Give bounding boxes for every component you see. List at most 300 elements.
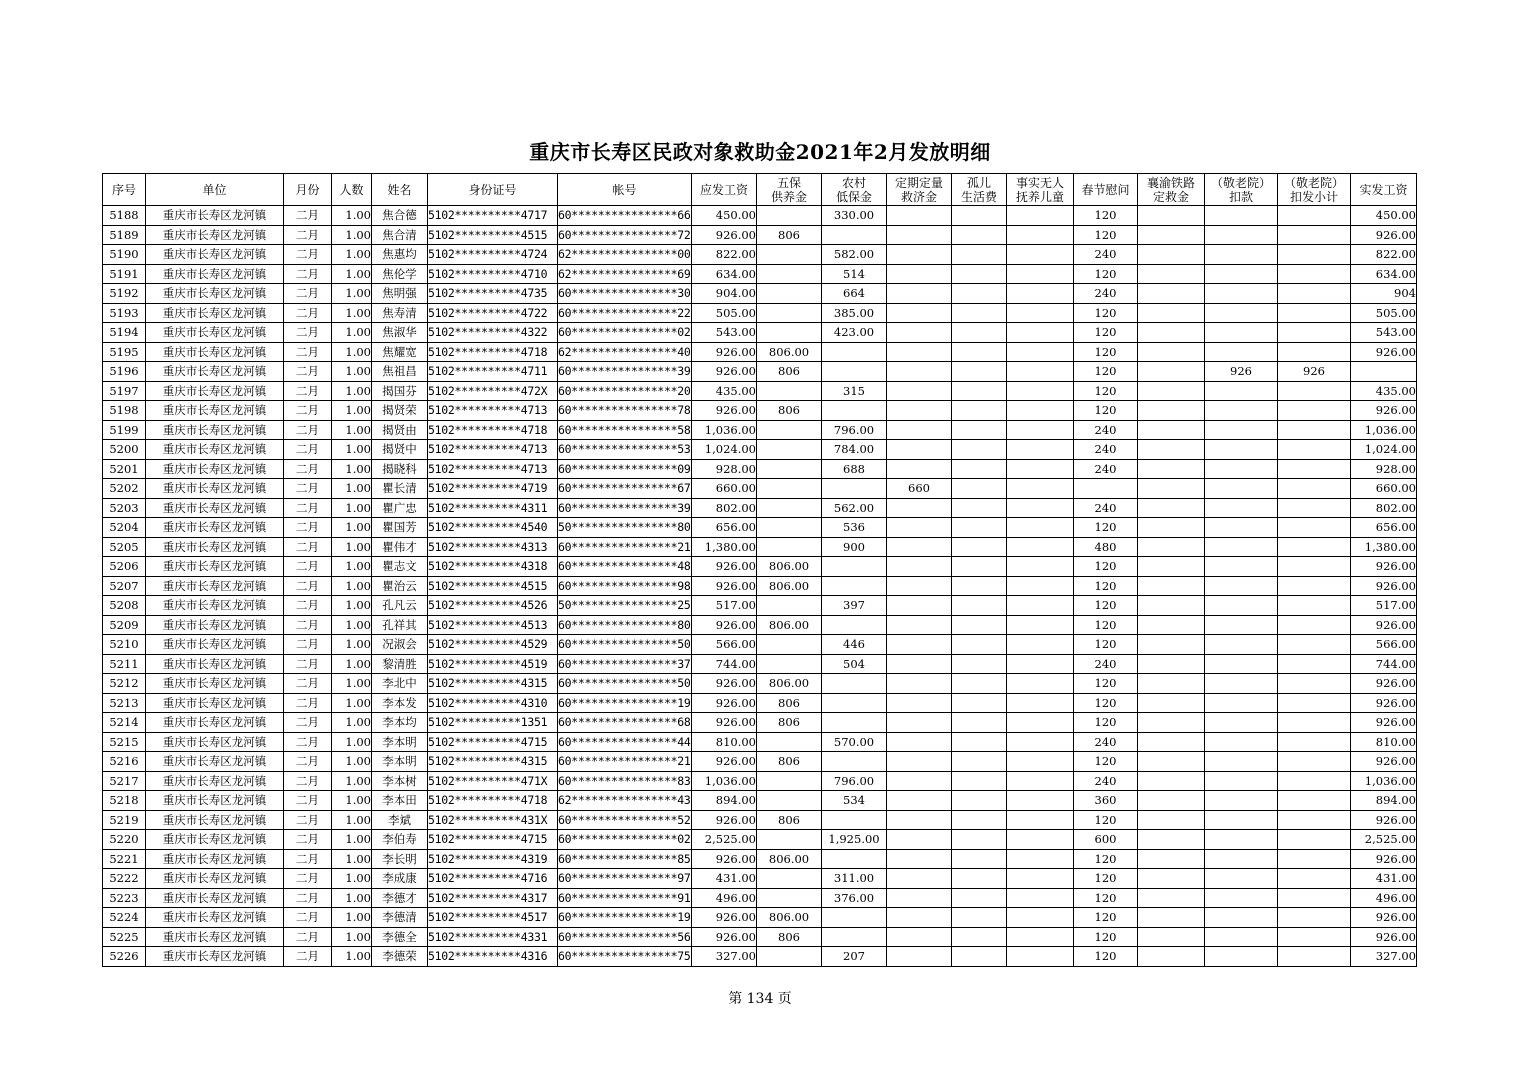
- cell-nursing-home-deduction-subtotal: [1278, 830, 1351, 850]
- cell-spring-festival-visit: 120: [1074, 264, 1138, 284]
- cell-wubao-support: [757, 635, 822, 655]
- cell-name: 焦明强: [372, 284, 428, 304]
- cell-account-number: 50****************80: [558, 518, 692, 538]
- cell-xiangyu-railway-relief: [1138, 225, 1205, 245]
- cell-periodic-relief: [887, 362, 952, 382]
- cell-gross-pay: 822.00: [692, 245, 757, 265]
- cell-nursing-home-deduction-subtotal: [1278, 713, 1351, 733]
- cell-nursing-home-deduction-subtotal: [1278, 401, 1351, 421]
- cell-net-pay: 450.00: [1351, 206, 1417, 226]
- cell-account-number: 60****************58: [558, 420, 692, 440]
- cell-periodic-relief: [887, 615, 952, 635]
- cell-serial: 5202: [103, 479, 146, 499]
- cell-nursing-home-deduction-subtotal: [1278, 479, 1351, 499]
- cell-wubao-support: [757, 498, 822, 518]
- cell-headcount: 1.00: [332, 225, 372, 245]
- cell-headcount: 1.00: [332, 303, 372, 323]
- cell-gross-pay: 435.00: [692, 381, 757, 401]
- cell-spring-festival-visit: 120: [1074, 908, 1138, 928]
- cell-xiangyu-railway-relief: [1138, 420, 1205, 440]
- cell-periodic-relief: [887, 225, 952, 245]
- cell-name: 李伯寿: [372, 830, 428, 850]
- cell-name: 李本均: [372, 713, 428, 733]
- cell-spring-festival-visit: 600: [1074, 830, 1138, 850]
- cell-spring-festival-visit: 120: [1074, 674, 1138, 694]
- column-header: [692, 174, 757, 206]
- cell-unit: 重庆市长寿区龙河镇: [146, 791, 284, 811]
- cell-spring-festival-visit: 120: [1074, 557, 1138, 577]
- cell-net-pay: 1,036.00: [1351, 420, 1417, 440]
- cell-id-number: 5102**********4716: [428, 869, 558, 889]
- cell-nursing-home-deduction: [1205, 713, 1278, 733]
- table-row: [103, 654, 1417, 674]
- cell-gross-pay: 802.00: [692, 498, 757, 518]
- cell-de-facto-orphan: [1007, 323, 1074, 343]
- cell-id-number: 5102**********4718: [428, 791, 558, 811]
- cell-de-facto-orphan: [1007, 264, 1074, 284]
- cell-month: 二月: [284, 810, 332, 830]
- table-row: [103, 908, 1417, 928]
- cell-orphan-living: [952, 674, 1007, 694]
- cell-gross-pay: 926.00: [692, 557, 757, 577]
- cell-net-pay: 1,036.00: [1351, 771, 1417, 791]
- cell-name: 李德全: [372, 927, 428, 947]
- cell-spring-festival-visit: 120: [1074, 635, 1138, 655]
- cell-name: 孔凡云: [372, 596, 428, 616]
- cell-id-number: 5102**********1351: [428, 713, 558, 733]
- cell-month: 二月: [284, 635, 332, 655]
- cell-nursing-home-deduction-subtotal: [1278, 323, 1351, 343]
- cell-serial: 5219: [103, 810, 146, 830]
- cell-de-facto-orphan: [1007, 908, 1074, 928]
- cell-gross-pay: 926.00: [692, 401, 757, 421]
- cell-unit: 重庆市长寿区龙河镇: [146, 713, 284, 733]
- cell-gross-pay: 928.00: [692, 459, 757, 479]
- cell-orphan-living: [952, 381, 1007, 401]
- cell-headcount: 1.00: [332, 576, 372, 596]
- cell-serial: 5189: [103, 225, 146, 245]
- cell-spring-festival-visit: 120: [1074, 362, 1138, 382]
- table-row: [103, 810, 1417, 830]
- cell-serial: 5207: [103, 576, 146, 596]
- cell-periodic-relief: [887, 342, 952, 362]
- cell-xiangyu-railway-relief: [1138, 557, 1205, 577]
- cell-periodic-relief: [887, 635, 952, 655]
- cell-net-pay: 822.00: [1351, 245, 1417, 265]
- cell-account-number: 60****************44: [558, 732, 692, 752]
- cell-id-number: 5102**********4710: [428, 264, 558, 284]
- cell-nursing-home-deduction: [1205, 225, 1278, 245]
- cell-spring-festival-visit: 120: [1074, 206, 1138, 226]
- cell-nursing-home-deduction-subtotal: [1278, 284, 1351, 304]
- cell-month: 二月: [284, 732, 332, 752]
- cell-serial: 5191: [103, 264, 146, 284]
- cell-wubao-support: [757, 869, 822, 889]
- cell-month: 二月: [284, 849, 332, 869]
- cell-nursing-home-deduction: [1205, 459, 1278, 479]
- cell-rural-dibao: 796.00: [822, 771, 887, 791]
- cell-unit: 重庆市长寿区龙河镇: [146, 537, 284, 557]
- cell-headcount: 1.00: [332, 342, 372, 362]
- cell-account-number: 60****************22: [558, 303, 692, 323]
- cell-serial: 5226: [103, 947, 146, 967]
- column-header-label: 春节慰问: [1081, 182, 1130, 197]
- cell-nursing-home-deduction: [1205, 771, 1278, 791]
- cell-nursing-home-deduction: [1205, 206, 1278, 226]
- cell-periodic-relief: [887, 654, 952, 674]
- cell-serial: 5205: [103, 537, 146, 557]
- cell-gross-pay: 517.00: [692, 596, 757, 616]
- cell-serial: 5206: [103, 557, 146, 577]
- cell-de-facto-orphan: [1007, 947, 1074, 967]
- cell-gross-pay: 744.00: [692, 654, 757, 674]
- cell-headcount: 1.00: [332, 323, 372, 343]
- cell-net-pay: 926.00: [1351, 810, 1417, 830]
- cell-account-number: 60****************97: [558, 869, 692, 889]
- cell-unit: 重庆市长寿区龙河镇: [146, 206, 284, 226]
- cell-rural-dibao: [822, 713, 887, 733]
- cell-unit: 重庆市长寿区龙河镇: [146, 459, 284, 479]
- cell-month: 二月: [284, 888, 332, 908]
- cell-month: 二月: [284, 518, 332, 538]
- cell-nursing-home-deduction-subtotal: [1278, 849, 1351, 869]
- cell-rural-dibao: 1,925.00: [822, 830, 887, 850]
- cell-id-number: 5102**********472X: [428, 381, 558, 401]
- cell-account-number: 60****************09: [558, 459, 692, 479]
- cell-account-number: 60****************85: [558, 849, 692, 869]
- cell-account-number: 60****************98: [558, 576, 692, 596]
- cell-gross-pay: 926.00: [692, 342, 757, 362]
- cell-serial: 5195: [103, 342, 146, 362]
- cell-periodic-relief: [887, 771, 952, 791]
- cell-month: 二月: [284, 830, 332, 850]
- cell-name: 瞿国芳: [372, 518, 428, 538]
- cell-name: 李德清: [372, 908, 428, 928]
- cell-de-facto-orphan: [1007, 830, 1074, 850]
- cell-unit: 重庆市长寿区龙河镇: [146, 635, 284, 655]
- cell-nursing-home-deduction: [1205, 284, 1278, 304]
- cell-periodic-relief: [887, 440, 952, 460]
- cell-spring-festival-visit: 240: [1074, 732, 1138, 752]
- cell-nursing-home-deduction: [1205, 420, 1278, 440]
- cell-month: 二月: [284, 869, 332, 889]
- cell-xiangyu-railway-relief: [1138, 362, 1205, 382]
- cell-de-facto-orphan: [1007, 654, 1074, 674]
- cell-headcount: 1.00: [332, 245, 372, 265]
- cell-nursing-home-deduction-subtotal: [1278, 440, 1351, 460]
- table-row: [103, 635, 1417, 655]
- cell-nursing-home-deduction-subtotal: [1278, 732, 1351, 752]
- cell-id-number: 5102**********4322: [428, 323, 558, 343]
- cell-id-number: 5102**********4724: [428, 245, 558, 265]
- cell-rural-dibao: [822, 576, 887, 596]
- cell-orphan-living: [952, 245, 1007, 265]
- table-row: [103, 323, 1417, 343]
- cell-month: 二月: [284, 557, 332, 577]
- cell-month: 二月: [284, 537, 332, 557]
- cell-net-pay: 926.00: [1351, 849, 1417, 869]
- cell-headcount: 1.00: [332, 596, 372, 616]
- cell-gross-pay: 660.00: [692, 479, 757, 499]
- cell-nursing-home-deduction-subtotal: [1278, 537, 1351, 557]
- cell-name: 李长明: [372, 849, 428, 869]
- cell-de-facto-orphan: [1007, 225, 1074, 245]
- cell-xiangyu-railway-relief: [1138, 654, 1205, 674]
- cell-periodic-relief: [887, 401, 952, 421]
- cell-orphan-living: [952, 693, 1007, 713]
- cell-nursing-home-deduction: [1205, 479, 1278, 499]
- cell-headcount: 1.00: [332, 869, 372, 889]
- cell-headcount: 1.00: [332, 537, 372, 557]
- table-row: [103, 381, 1417, 401]
- cell-gross-pay: 450.00: [692, 206, 757, 226]
- cell-de-facto-orphan: [1007, 732, 1074, 752]
- cell-serial: 5208: [103, 596, 146, 616]
- column-header: [1007, 174, 1074, 206]
- cell-wubao-support: [757, 459, 822, 479]
- cell-orphan-living: [952, 869, 1007, 889]
- column-header-label: 五保 供养金: [770, 175, 807, 204]
- cell-net-pay: 744.00: [1351, 654, 1417, 674]
- cell-rural-dibao: 397: [822, 596, 887, 616]
- cell-month: 二月: [284, 498, 332, 518]
- cell-xiangyu-railway-relief: [1138, 713, 1205, 733]
- table-body: [103, 206, 1417, 967]
- cell-month: 二月: [284, 420, 332, 440]
- cell-nursing-home-deduction-subtotal: [1278, 596, 1351, 616]
- cell-id-number: 5102**********4319: [428, 849, 558, 869]
- cell-serial: 5218: [103, 791, 146, 811]
- column-header: [822, 174, 887, 206]
- cell-orphan-living: [952, 206, 1007, 226]
- cell-xiangyu-railway-relief: [1138, 479, 1205, 499]
- cell-orphan-living: [952, 732, 1007, 752]
- cell-month: 二月: [284, 479, 332, 499]
- cell-periodic-relief: [887, 927, 952, 947]
- cell-periodic-relief: [887, 537, 952, 557]
- cell-de-facto-orphan: [1007, 440, 1074, 460]
- cell-name: 揭贤由: [372, 420, 428, 440]
- cell-unit: 重庆市长寿区龙河镇: [146, 927, 284, 947]
- cell-id-number: 5102**********4718: [428, 420, 558, 440]
- cell-month: 二月: [284, 908, 332, 928]
- cell-name: 李本树: [372, 771, 428, 791]
- cell-name: 瞿治云: [372, 576, 428, 596]
- cell-net-pay: 926.00: [1351, 342, 1417, 362]
- cell-orphan-living: [952, 908, 1007, 928]
- cell-account-number: 60****************02: [558, 830, 692, 850]
- table-row: [103, 752, 1417, 772]
- cell-headcount: 1.00: [332, 713, 372, 733]
- cell-rural-dibao: 330.00: [822, 206, 887, 226]
- cell-serial: 5215: [103, 732, 146, 752]
- cell-orphan-living: [952, 459, 1007, 479]
- cell-month: 二月: [284, 791, 332, 811]
- table-row: [103, 791, 1417, 811]
- column-header-label: 月份: [295, 182, 320, 197]
- column-header: [284, 174, 332, 206]
- cell-headcount: 1.00: [332, 693, 372, 713]
- cell-spring-festival-visit: 120: [1074, 713, 1138, 733]
- cell-account-number: 60****************19: [558, 693, 692, 713]
- cell-rural-dibao: 514: [822, 264, 887, 284]
- cell-gross-pay: 894.00: [692, 791, 757, 811]
- table-row: [103, 420, 1417, 440]
- cell-gross-pay: 1,036.00: [692, 420, 757, 440]
- cell-orphan-living: [952, 615, 1007, 635]
- cell-de-facto-orphan: [1007, 342, 1074, 362]
- table-row: [103, 927, 1417, 947]
- cell-account-number: 60****************48: [558, 557, 692, 577]
- cell-de-facto-orphan: [1007, 810, 1074, 830]
- cell-rural-dibao: 570.00: [822, 732, 887, 752]
- cell-nursing-home-deduction: [1205, 732, 1278, 752]
- cell-net-pay: 802.00: [1351, 498, 1417, 518]
- cell-month: 二月: [284, 362, 332, 382]
- cell-periodic-relief: [887, 869, 952, 889]
- cell-xiangyu-railway-relief: [1138, 537, 1205, 557]
- cell-periodic-relief: [887, 752, 952, 772]
- cell-gross-pay: 926.00: [692, 752, 757, 772]
- cell-name: 揭贤荣: [372, 401, 428, 421]
- cell-nursing-home-deduction: [1205, 947, 1278, 967]
- table-row: [103, 674, 1417, 694]
- cell-headcount: 1.00: [332, 849, 372, 869]
- cell-unit: 重庆市长寿区龙河镇: [146, 284, 284, 304]
- cell-net-pay: 634.00: [1351, 264, 1417, 284]
- cell-account-number: 60****************91: [558, 888, 692, 908]
- cell-orphan-living: [952, 284, 1007, 304]
- cell-orphan-living: [952, 557, 1007, 577]
- cell-de-facto-orphan: [1007, 713, 1074, 733]
- cell-month: 二月: [284, 303, 332, 323]
- cell-id-number: 5102**********4315: [428, 752, 558, 772]
- cell-headcount: 1.00: [332, 459, 372, 479]
- cell-name: 瞿长清: [372, 479, 428, 499]
- cell-rural-dibao: 900: [822, 537, 887, 557]
- cell-orphan-living: [952, 264, 1007, 284]
- table-row: [103, 869, 1417, 889]
- cell-spring-festival-visit: 120: [1074, 303, 1138, 323]
- cell-gross-pay: 1,380.00: [692, 537, 757, 557]
- cell-id-number: 5102**********4713: [428, 440, 558, 460]
- cell-nursing-home-deduction-subtotal: [1278, 264, 1351, 284]
- cell-name: 李本明: [372, 752, 428, 772]
- table-row: [103, 440, 1417, 460]
- cell-headcount: 1.00: [332, 615, 372, 635]
- cell-name: 瞿广忠: [372, 498, 428, 518]
- cell-gross-pay: 327.00: [692, 947, 757, 967]
- cell-net-pay: 505.00: [1351, 303, 1417, 323]
- cell-wubao-support: 806: [757, 693, 822, 713]
- cell-month: 二月: [284, 615, 332, 635]
- cell-xiangyu-railway-relief: [1138, 810, 1205, 830]
- cell-nursing-home-deduction: [1205, 693, 1278, 713]
- cell-id-number: 5102**********4713: [428, 459, 558, 479]
- cell-account-number: 60****************78: [558, 401, 692, 421]
- cell-name: 焦惠均: [372, 245, 428, 265]
- cell-gross-pay: 904.00: [692, 284, 757, 304]
- cell-xiangyu-railway-relief: [1138, 596, 1205, 616]
- cell-orphan-living: [952, 440, 1007, 460]
- cell-spring-festival-visit: 240: [1074, 459, 1138, 479]
- cell-nursing-home-deduction: [1205, 830, 1278, 850]
- cell-account-number: 60****************02: [558, 323, 692, 343]
- cell-name: 黎清胜: [372, 654, 428, 674]
- cell-nursing-home-deduction: [1205, 869, 1278, 889]
- cell-nursing-home-deduction: [1205, 518, 1278, 538]
- cell-month: 二月: [284, 752, 332, 772]
- cell-xiangyu-railway-relief: [1138, 635, 1205, 655]
- cell-serial: 5197: [103, 381, 146, 401]
- cell-account-number: 60****************68: [558, 713, 692, 733]
- cell-de-facto-orphan: [1007, 635, 1074, 655]
- column-header-label: 事实无人 抚养儿童: [1015, 175, 1064, 204]
- cell-wubao-support: 806.00: [757, 849, 822, 869]
- cell-orphan-living: [952, 927, 1007, 947]
- cell-nursing-home-deduction: [1205, 908, 1278, 928]
- table-row: [103, 888, 1417, 908]
- cell-net-pay: 926.00: [1351, 693, 1417, 713]
- table-row: [103, 693, 1417, 713]
- cell-spring-festival-visit: 240: [1074, 498, 1138, 518]
- column-header: [1138, 174, 1205, 206]
- cell-xiangyu-railway-relief: [1138, 830, 1205, 850]
- cell-serial: 5223: [103, 888, 146, 908]
- cell-rural-dibao: [822, 615, 887, 635]
- table-row: [103, 732, 1417, 752]
- cell-unit: 重庆市长寿区龙河镇: [146, 557, 284, 577]
- cell-account-number: 60****************20: [558, 381, 692, 401]
- cell-nursing-home-deduction: [1205, 576, 1278, 596]
- cell-nursing-home-deduction-subtotal: [1278, 420, 1351, 440]
- cell-serial: 5221: [103, 849, 146, 869]
- cell-account-number: 62****************43: [558, 791, 692, 811]
- cell-de-facto-orphan: [1007, 752, 1074, 772]
- table-row: [103, 303, 1417, 323]
- cell-periodic-relief: [887, 459, 952, 479]
- cell-xiangyu-railway-relief: [1138, 245, 1205, 265]
- cell-month: 二月: [284, 381, 332, 401]
- cell-serial: 5210: [103, 635, 146, 655]
- cell-id-number: 5102**********4526: [428, 596, 558, 616]
- cell-spring-festival-visit: 120: [1074, 518, 1138, 538]
- column-header-label: （敬老院） 扣发小计: [1283, 175, 1344, 204]
- cell-id-number: 5102**********4540: [428, 518, 558, 538]
- cell-unit: 重庆市长寿区龙河镇: [146, 693, 284, 713]
- cell-xiangyu-railway-relief: [1138, 518, 1205, 538]
- cell-orphan-living: [952, 498, 1007, 518]
- cell-unit: 重庆市长寿区龙河镇: [146, 420, 284, 440]
- cell-id-number: 5102**********4311: [428, 498, 558, 518]
- cell-nursing-home-deduction-subtotal: [1278, 771, 1351, 791]
- cell-orphan-living: [952, 596, 1007, 616]
- cell-id-number: 5102**********4517: [428, 908, 558, 928]
- cell-nursing-home-deduction: [1205, 596, 1278, 616]
- cell-net-pay: 810.00: [1351, 732, 1417, 752]
- table-row: [103, 947, 1417, 967]
- cell-nursing-home-deduction-subtotal: [1278, 908, 1351, 928]
- cell-net-pay: 2,525.00: [1351, 830, 1417, 850]
- cell-unit: 重庆市长寿区龙河镇: [146, 849, 284, 869]
- cell-orphan-living: [952, 225, 1007, 245]
- cell-nursing-home-deduction: [1205, 810, 1278, 830]
- cell-month: 二月: [284, 459, 332, 479]
- cell-serial: 5225: [103, 927, 146, 947]
- cell-name: 李本明: [372, 732, 428, 752]
- cell-nursing-home-deduction: [1205, 927, 1278, 947]
- cell-de-facto-orphan: [1007, 596, 1074, 616]
